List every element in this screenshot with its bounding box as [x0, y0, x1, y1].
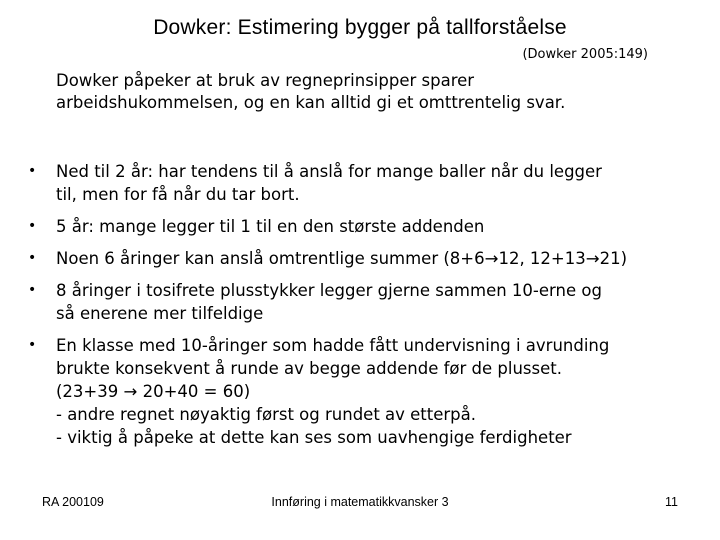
bullet-icon: •: [28, 218, 37, 234]
bullet-line: En klasse med 10-åringer som hadde fått undervisning i avrunding: [56, 336, 610, 355]
bullet-icon: •: [28, 337, 37, 353]
bullet-line: 8 åringer i tosifrete plusstykker legger gjerne sammen 10-erne og: [56, 281, 602, 300]
citation: (Dowker 2005:149): [522, 47, 648, 62]
bullet-line: brukte konsekvent å runde av begge addende før de plusset.: [56, 359, 562, 378]
bullet-item: [28, 247, 693, 270]
footer-page-number: 11: [665, 495, 678, 509]
intro-line: arbeidshukommelsen, og en kan alltid gi et omttrentelig svar.: [56, 93, 566, 112]
bullet-line: - andre regnet nøyaktig først og rundet av etterpå.: [56, 405, 477, 424]
bullet-list: [28, 160, 693, 458]
bullet-line: så enerene mer tilfeldige: [56, 304, 264, 323]
intro-paragraph: [56, 70, 676, 114]
footer-date: RA 200109: [42, 495, 104, 509]
bullet-item: [28, 334, 693, 449]
bullet-line: (23+39 → 20+40 = 60): [56, 382, 251, 401]
bullet-line: til, men for få når du tar bort.: [56, 185, 300, 204]
intro-line: Dowker påpeker at bruk av regneprinsipper sparer: [56, 71, 475, 90]
bullet-line: Ned til 2 år: har tendens til å anslå for mange baller når du legger: [56, 162, 602, 181]
bullet-icon: •: [28, 250, 37, 266]
bullet-item: [28, 215, 693, 238]
bullet-line: - viktig å påpeke at dette kan ses som uavhengige ferdigheter: [56, 428, 572, 447]
footer-course-title: Innføring i matematikkvansker 3: [271, 495, 449, 509]
bullet-line: 5 år: mange legger til 1 til en den største addenden: [56, 217, 485, 236]
bullet-icon: •: [28, 282, 37, 298]
bullet-line: Noen 6 åringer kan anslå omtrentlige summer (8+6→12, 12+13→21): [56, 249, 628, 268]
slide-title: Dowker: Estimering bygger på tallforståelse: [153, 16, 567, 39]
bullet-item: [28, 160, 693, 206]
bullet-item: [28, 279, 693, 325]
bullet-icon: •: [28, 163, 37, 179]
